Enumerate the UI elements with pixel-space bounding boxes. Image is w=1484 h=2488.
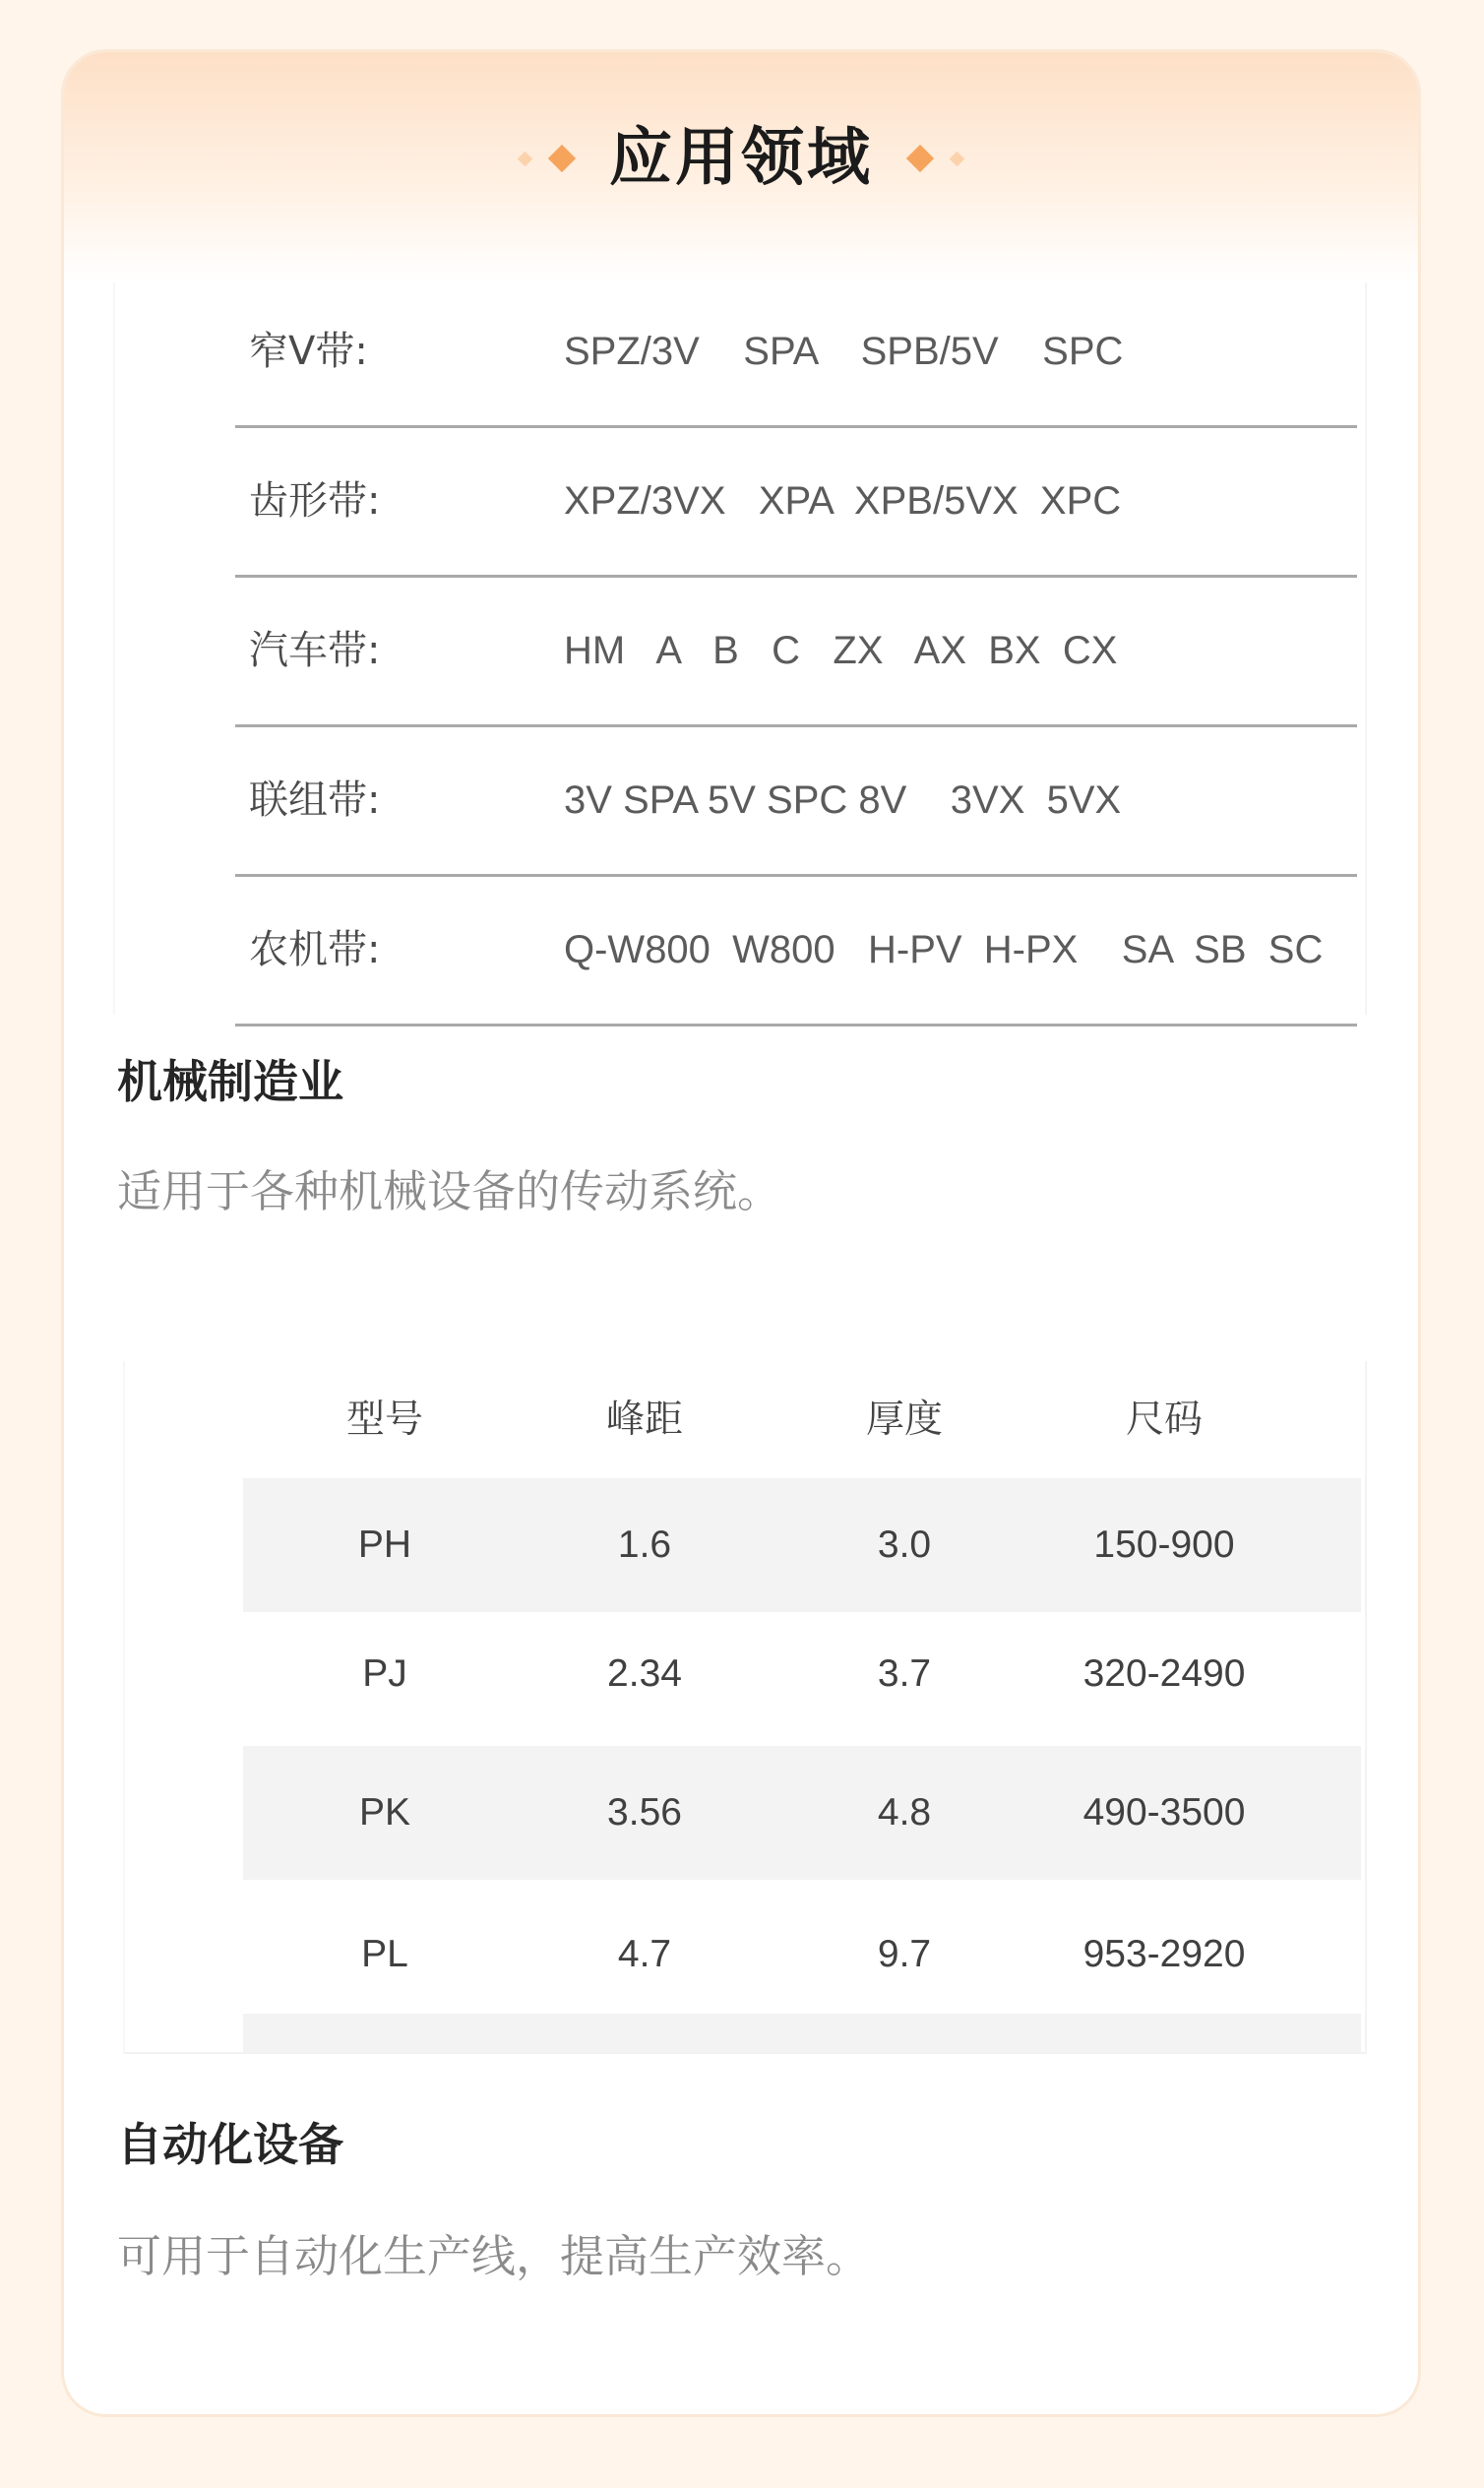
table-row-partial: [243, 2014, 1361, 2054]
table-row: [243, 1880, 1361, 2014]
belt-type-label: 窄V带:: [249, 329, 368, 374]
section-heading: 自动化设备: [117, 2118, 343, 2171]
belt-type-label: 齿形带:: [249, 478, 381, 524]
table-cell: 4.8: [877, 1791, 932, 1834]
table-row: [243, 1746, 1361, 1880]
belt-type-row: [235, 279, 1357, 428]
application-card: [61, 49, 1421, 2417]
belt-type-label: 农机带:: [249, 927, 381, 972]
table-cell: 490-3500: [1082, 1791, 1246, 1834]
table-cell: 953-2920: [1082, 1933, 1246, 1975]
table-cell: PK: [358, 1791, 411, 1834]
section-heading: 机械制造业: [117, 1055, 343, 1108]
spec-table-image: [123, 1361, 1367, 2054]
table-cell: 3.0: [877, 1524, 932, 1566]
table-header-cell: 尺码: [1125, 1398, 1203, 1442]
belt-type-models: XPZ/3VX XPA XPB/5VX XPC: [564, 479, 1122, 523]
belt-type-label: 汽车带:: [249, 628, 381, 673]
belt-type-label: 联组带:: [249, 778, 381, 823]
belt-type-models: SPZ/3V SPA SPB/5V SPC: [564, 330, 1124, 373]
belt-type-models: 3V SPA 5V SPC 8V 3VX 5VX: [564, 778, 1122, 822]
belt-type-row: [235, 727, 1357, 877]
page-title: 应用领域: [609, 122, 873, 195]
table-row: [243, 1612, 1361, 1746]
diamond-decoration-icon: [906, 145, 934, 172]
table-cell: 320-2490: [1082, 1652, 1246, 1695]
belt-type-row: [235, 428, 1357, 578]
diamond-decoration-icon: [950, 151, 965, 166]
table-header-cell: 型号: [345, 1398, 423, 1442]
table-header-row: [243, 1361, 1361, 1478]
section-description: 可用于自动化生产线，提高生产效率。: [117, 2230, 871, 2282]
table-cell: 3.7: [877, 1652, 932, 1695]
diamond-decoration-icon: [548, 145, 576, 172]
table-cell: 2.34: [607, 1652, 682, 1695]
diamond-decoration-icon: [518, 151, 533, 166]
belt-type-models: HM A B C ZX AX BX CX: [564, 629, 1118, 672]
table-cell: PJ: [362, 1652, 407, 1695]
header-title-row: [64, 119, 1418, 198]
table-header-cell: 峰距: [605, 1398, 683, 1442]
table-cell: PL: [361, 1933, 408, 1975]
table-cell: 3.56: [607, 1791, 682, 1834]
table-cell: PH: [357, 1524, 412, 1566]
table-header-cell: 厚度: [865, 1398, 943, 1442]
spec-table: [243, 1361, 1361, 2054]
table-cell: 4.7: [617, 1933, 672, 1975]
belt-type-row: [235, 578, 1357, 727]
table-cell: 150-900: [1093, 1524, 1235, 1566]
section-description: 适用于各种机械设备的传动系统。: [117, 1165, 782, 1217]
table-cell: 1.6: [617, 1524, 672, 1566]
belt-type-row: [235, 877, 1357, 1026]
table-cell: 9.7: [877, 1933, 932, 1975]
table-row: [243, 1478, 1361, 1612]
belt-type-models: Q-W800 W800 H-PV H-PX SA SB SC: [564, 928, 1324, 971]
card-header: [64, 52, 1418, 282]
